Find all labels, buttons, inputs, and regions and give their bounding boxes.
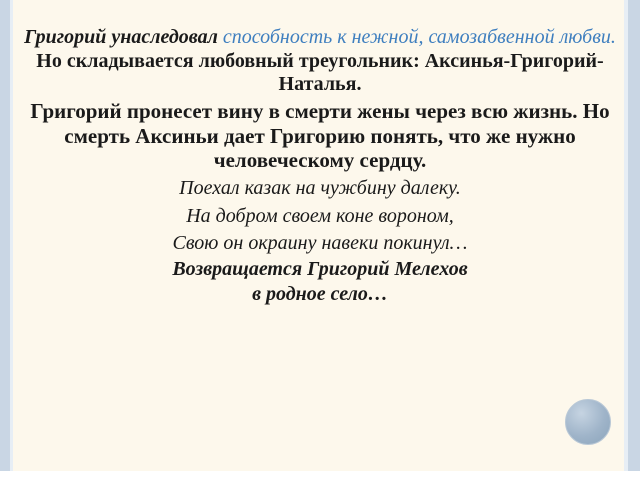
poem-line-1: Поехал казак на чужбину далеку.: [179, 177, 461, 200]
paragraph-one-segment-2: способность к нежной, самозабвенной любви.: [222, 26, 616, 48]
right-border-band-inner: [624, 0, 628, 480]
left-border-band-inner: [10, 0, 13, 480]
paragraph-one-segment-1: Григорий унаследовал: [24, 26, 218, 48]
bottom-border-band: [0, 471, 640, 480]
paragraph-three-line-2: в родное село…: [252, 283, 388, 306]
paragraph-one: [22, 26, 618, 97]
paragraph-three-line-1: Возвращается Григорий Мелехов: [172, 257, 468, 280]
poem-line-2: На добром своем коне вороном,: [186, 204, 454, 227]
decorative-orb-icon: [565, 399, 611, 445]
left-border-band: [0, 0, 10, 480]
paragraph-one-segment-3: Но складывается любовный треугольник: Аксинья-Григорий-Наталья.: [36, 49, 604, 96]
right-border-band: [628, 0, 640, 480]
slide-content: [22, 26, 618, 307]
poem-line-3: Свою он окраину навеки покинул…: [172, 232, 468, 255]
paragraph-two: Григорий пронесет вину в смерти жены через всю жизнь. Но смерть Аксиньи дает Григорию понять, что же нужно человеческому сердцу.: [30, 98, 610, 173]
